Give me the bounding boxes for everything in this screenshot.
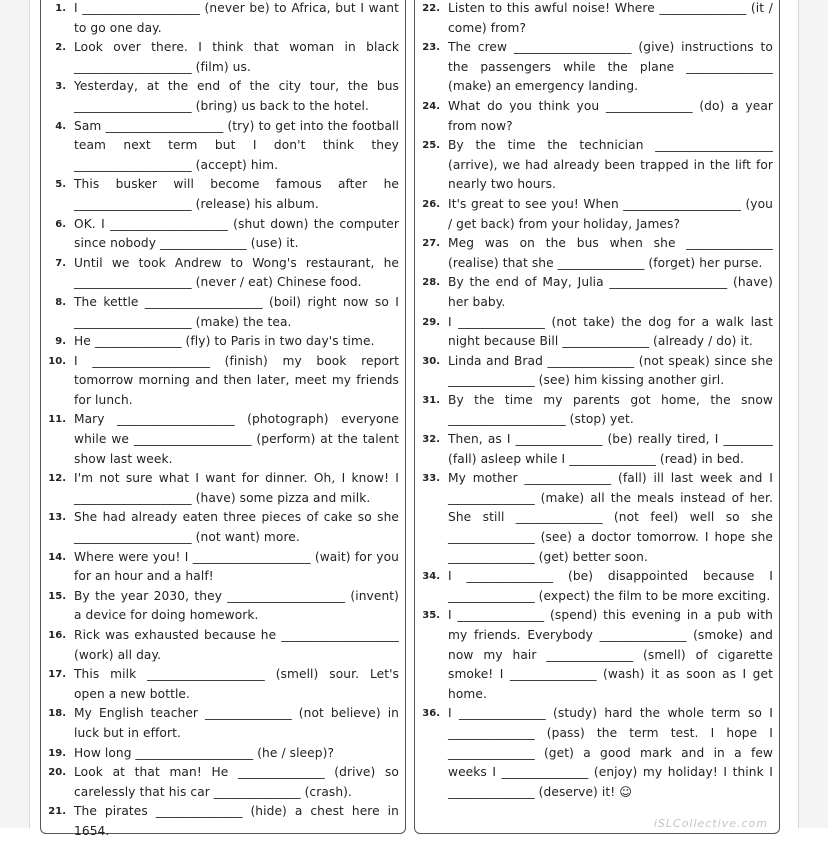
item-number: 34. <box>422 571 440 583</box>
worksheet-page <box>30 0 798 838</box>
item-text: My English teacher ______________ (not believe) in luck but in effort. <box>74 706 399 740</box>
item-text: By the time my parents got home, the snow ___________________ (stop) yet. <box>448 392 773 427</box>
item-number: 24. <box>422 100 440 112</box>
exercise-item <box>421 391 773 430</box>
exercise-item <box>47 38 399 77</box>
item-number: 19. <box>48 747 66 759</box>
exercise-item <box>47 215 399 254</box>
item-text: The kettle ___________________ (boil) right now so I ___________________ (make) the tea. <box>74 294 399 329</box>
right-margin <box>798 0 828 828</box>
item-text: Where were you! I ___________________ (wait) for you for an hour and a half! <box>74 549 399 584</box>
item-text: By the time the technician ___________________ (arrive), we had already been trapped in the lift for nearly two hours. <box>448 138 773 192</box>
item-number: 13. <box>48 512 66 524</box>
item-number: 8. <box>55 296 66 308</box>
exercise-item <box>421 273 773 312</box>
item-number: 31. <box>422 394 440 406</box>
exercise-item <box>421 234 773 273</box>
exercise-item <box>421 567 773 606</box>
item-text: Look over there. I think that woman in black ___________________ (film) us. <box>74 40 399 74</box>
exercise-item <box>47 0 399 38</box>
item-number: 3. <box>55 81 66 93</box>
item-text: My mother ______________ (fall) ill last week and I ______________ (make) all the meals instead of her. She still ______________ (not feel) well so she ______________ (see) a doctor tomorrow. I hope she ______________ (get) better soon. <box>448 471 773 564</box>
exercise-item <box>47 548 399 587</box>
item-number: 12. <box>48 473 66 485</box>
item-number: 23. <box>422 42 440 54</box>
exercise-item <box>47 704 399 743</box>
item-text: OK. I ___________________ (shut down) the computer since nobody ______________ (use) it. <box>74 216 399 251</box>
item-text: Look at that man! He ______________ (drive) so carelessly that his car ______________ (crash). <box>74 765 399 799</box>
item-text: I ______________ (be) disappointed because I ______________ (expect) the film to be more exciting. <box>448 569 773 603</box>
item-text: Sam ___________________ (try) to get into the football team next term but I don't think they ___________________ (accept) him. <box>74 118 399 172</box>
exercise-item <box>421 136 773 195</box>
exercise-item <box>47 410 399 469</box>
item-number: 14. <box>48 551 66 563</box>
item-text: I'm not sure what I want for dinner. Oh, I know! I ___________________ (have) some pizza and milk. <box>74 471 399 505</box>
item-text: This milk ___________________ (smell) sour. Let's open a new bottle. <box>74 667 399 701</box>
item-text: I ______________ (not take) the dog for a walk last night because Bill ______________ (already / do) it. <box>448 314 773 349</box>
exercise-item <box>47 508 399 547</box>
item-text: I ___________________ (finish) my book report tomorrow morning and then later, meet my friends for lunch. <box>74 353 399 407</box>
exercise-item <box>421 352 773 391</box>
item-number: 33. <box>422 473 440 485</box>
item-number: 25. <box>422 140 440 152</box>
item-number: 5. <box>55 179 66 191</box>
exercise-item <box>47 117 399 176</box>
exercise-item <box>47 802 399 841</box>
item-text: By the end of May, Julia ___________________ (have) her baby. <box>448 275 773 309</box>
item-number: 29. <box>422 316 440 328</box>
exercise-item <box>47 293 399 332</box>
item-text: Yesterday, at the end of the city tour, the bus ___________________ (bring) us back to the hotel. <box>74 79 399 113</box>
exercise-item <box>47 352 399 411</box>
item-number: 36. <box>422 708 440 720</box>
item-text: It's great to see you! When ___________________ (you / get back) from your holiday, James? <box>448 196 773 231</box>
item-number: 26. <box>422 198 440 210</box>
item-text: I ___________________ (never be) to Africa, but I want to go one day. <box>74 1 399 35</box>
item-number: 27. <box>422 238 440 250</box>
exercise-item <box>421 97 773 136</box>
item-text: The crew ___________________ (give) instructions to the passengers while the plane ______________ (make) an emergency landing. <box>448 40 773 94</box>
left-margin <box>0 0 30 828</box>
exercise-item <box>47 469 399 508</box>
item-text: Rick was exhausted because he ___________________ (work) all day. <box>74 628 399 662</box>
exercise-item <box>47 626 399 665</box>
watermark: iSLCollective.com <box>653 817 768 830</box>
item-number: 22. <box>422 3 440 14</box>
exercise-item <box>47 744 399 764</box>
item-number: 15. <box>48 590 66 602</box>
item-number: 10. <box>48 355 66 367</box>
exercise-item <box>47 763 399 802</box>
exercise-item <box>47 665 399 704</box>
exercise-item <box>47 332 399 352</box>
exercise-item <box>421 195 773 234</box>
item-number: 21. <box>48 806 66 818</box>
item-number: 4. <box>55 120 66 132</box>
item-text: What do you think you ______________ (do) a year from now? <box>448 98 773 133</box>
item-text: I ______________ (study) hard the whole term so I ______________ (pass) the term test. I hope I ______________ (get) a good mark and in a few weeks I ______________ (enjoy) my holiday! I think I ______________ (deserve) it! ☺ <box>448 706 773 799</box>
item-number: 16. <box>48 630 66 641</box>
item-number: 20. <box>48 767 66 779</box>
exercise-item <box>421 704 773 802</box>
item-text: I ______________ (spend) this evening in a pub with my friends. Everybody ______________ (smoke) and now my hair ______________ (smell) of cigarette smoke! I ______________ (wash) it as soon as I get home. <box>448 608 773 701</box>
exercise-item <box>47 254 399 293</box>
item-text: She had already eaten three pieces of cake so she ___________________ (not want) more. <box>74 510 399 545</box>
item-text: By the year 2030, they ___________________ (invent) a device for doing homework. <box>74 588 399 623</box>
exercise-item <box>47 587 399 626</box>
right-column <box>414 0 780 834</box>
item-number: 35. <box>422 610 440 622</box>
item-number: 9. <box>55 336 66 348</box>
left-column <box>40 0 406 838</box>
exercise-item <box>421 606 773 704</box>
item-number: 32. <box>422 434 440 446</box>
item-number: 11. <box>48 414 66 426</box>
exercise-item <box>421 0 773 38</box>
exercise-item <box>421 313 773 352</box>
item-number: 7. <box>55 257 66 269</box>
item-number: 6. <box>55 218 66 230</box>
item-number: 17. <box>48 669 66 681</box>
item-text: Linda and Brad ______________ (not speak) since she ______________ (see) him kissing another girl. <box>448 353 773 388</box>
item-number: 30. <box>422 355 440 367</box>
exercise-item <box>47 77 399 116</box>
exercise-item <box>421 430 773 469</box>
item-text: Listen to this awful noise! Where ______________ (it / come) from? <box>448 1 773 35</box>
exercise-item <box>421 469 773 567</box>
item-text: Then, as I ______________ (be) really tired, I ________ (fall) asleep while I ______________ (read) in bed. <box>448 432 773 466</box>
item-number: 28. <box>422 277 440 289</box>
item-text: Mary ___________________ (photograph) everyone while we ___________________ (perform) at the talent show last week. <box>74 412 399 466</box>
item-text: He ______________ (fly) to Paris in two day's time. <box>74 334 375 349</box>
item-text: The pirates ______________ (hide) a chest here in 1654. <box>74 804 399 838</box>
exercise-item <box>421 38 773 97</box>
item-text: How long ___________________ (he / sleep)? <box>74 745 335 760</box>
item-text: Meg was on the bus when she ______________ (realise) that she ______________ (forget) her purse. <box>448 236 773 270</box>
item-text: This busker will become famous after he ___________________ (release) his album. <box>74 177 399 211</box>
item-number: 18. <box>48 708 66 720</box>
item-text: Until we took Andrew to Wong's restaurant, he ___________________ (never / eat) Chinese food. <box>74 255 399 290</box>
item-number: 1. <box>55 3 66 14</box>
exercise-item <box>47 175 399 214</box>
item-number: 2. <box>55 42 66 54</box>
